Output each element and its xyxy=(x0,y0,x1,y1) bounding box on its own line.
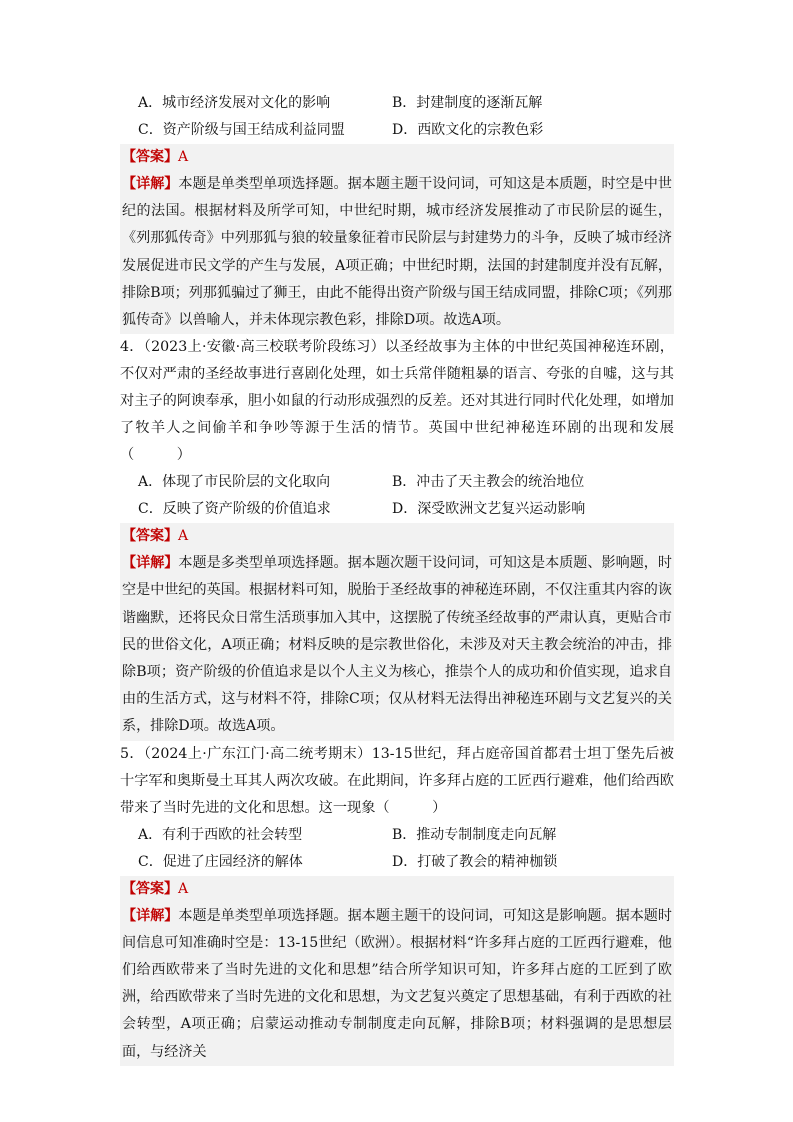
q3-option-b: B．封建制度的逐渐瓦解 xyxy=(392,95,543,111)
answer-value: A xyxy=(178,149,189,165)
detail-tag: 【详解】 xyxy=(122,907,179,924)
answer-tag: 【答案】 xyxy=(122,528,178,545)
explanation-text: 本题是多类型单项选择题。据本题次题干设问词，可知这是本质题、影响题，时空是中世纪的英国。根据材料可知，脱胎于圣经故事的神秘连环剧，不仅注重其内容的诙谐幽默，还将民众日常生活琐事加入其中，这摆脱了传统圣经故事的严肃认真，更贴合市民的世俗文化，A项正确；材料反映的是宗教世俗化，未涉及对天主教会统治的冲击，排除B项；资产阶级的价值追求是以个人主义为核心，推崇个人的成功和价值实现，追求自由的生活方式，这与材料不符，排除C项；仅从材料无法得出神秘连环剧与文艺复兴的关系，排除D项。故选A项。 xyxy=(122,555,673,735)
answer-value: A xyxy=(178,528,189,545)
q4-option-a: A．体现了市民阶层的文化取向 xyxy=(138,474,331,491)
q4-option-b: B．冲击了天主教会的统治地位 xyxy=(392,474,585,491)
q3-answer xyxy=(120,144,674,171)
q5-explanation xyxy=(120,903,674,1066)
detail-tag: 【详解】 xyxy=(122,555,179,572)
q4-option-c: C．反映了资产阶级的价值追求 xyxy=(138,501,331,518)
q5-option-d: D．打破了教会的精神枷锁 xyxy=(392,853,558,870)
answer-tag: 【答案】 xyxy=(122,880,178,897)
q5-option-a: A．有利于西欧的社会转型 xyxy=(138,826,303,843)
q5-options xyxy=(120,822,674,876)
explanation-text: 本题是单类型单项选择题。据本题主题干的设问词，可知这是影响题。据本题时间信息可知准确时空是：13-15世纪（欧洲）。根据材料“许多拜占庭的工匠西行避难，他们给西欧带来了当时先进的文化和思想”结合所学知识可知，许多拜占庭的工匠到了欧洲，给西欧带来了当时先进的文化和思想，为文艺复兴奠定了思想基础，有利于西欧的社会转型，A项正确；启蒙运动推动专制制度走向瓦解，排除B项；材料强调的是思想层面，与经济关 xyxy=(122,907,673,1060)
q5-option-b: B．推动专制制度走向瓦解 xyxy=(392,826,557,843)
q3-option-d: D．西欧文化的宗教色彩 xyxy=(392,122,544,138)
q5-answer xyxy=(120,876,674,903)
q3-options xyxy=(120,90,674,144)
q5-option-c: C．促进了庄园经济的解体 xyxy=(138,853,303,870)
q4-option-d: D．深受欧洲文艺复兴运动影响 xyxy=(392,501,586,518)
q4-answer xyxy=(120,523,674,550)
q3-option-a: A．城市经济发展对文化的影响 xyxy=(138,95,331,111)
answer-value: A xyxy=(178,880,189,897)
explanation-text: 本题是单类型单项选择题。据本题主题干设问词，可知这是本质题，时空是中世纪的法国。根据材料及所学可知，中世纪时期，城市经济发展推动了市民阶层的诞生，《列那狐传奇》中列那狐与狼的较量象征着市民阶层与封建势力的斗争，反映了城市经济发展促进市民文学的产生与发展，A项正确；中世纪时期，法国的封建制度并没有瓦解，排除B项；列那狐骗过了狮王，由此不能得出资产阶级与国王结成同盟，排除C项；《列那狐传奇》以兽喻人，并未体现宗教色彩，排除D项。故选A项。 xyxy=(122,176,673,329)
answer-tag: 【答案】 xyxy=(122,149,178,165)
document-page xyxy=(120,90,674,1066)
detail-tag: 【详解】 xyxy=(122,176,179,192)
q4-stem: 4．（2023上·安徽·高三校联考阶段练习）以圣经故事为主体的中世纪英国神秘连环剧，不仅对严肃的圣经故事进行喜剧化处理，如士兵常伴随粗暴的语言、夸张的自嘘，这与其对主子的阿谀奉承，胆小如鼠的行动形成强烈的反差。还对其进行同时代化处理，如增加了牧羊人之间偷羊和争吵等源于生活的情节。英国中世纪神秘连环剧的出现和发展（ ） xyxy=(120,339,674,464)
q4-explanation xyxy=(120,550,674,740)
q3-option-c: C．资产阶级与国王结成利益同盟 xyxy=(138,122,345,138)
q4-options xyxy=(120,469,674,523)
q3-explanation xyxy=(120,171,674,334)
q5-stem: 5．（2024上·广东江门·高二统考期末）13-15世纪，拜占庭帝国首都君士坦丁堡先后被十字军和奥斯曼土耳其人两次攻破。在此期间，许多拜占庭的工匠西行避难，他们给西欧带来了当时先进的文化和思想。这一现象（ ） xyxy=(120,745,674,816)
